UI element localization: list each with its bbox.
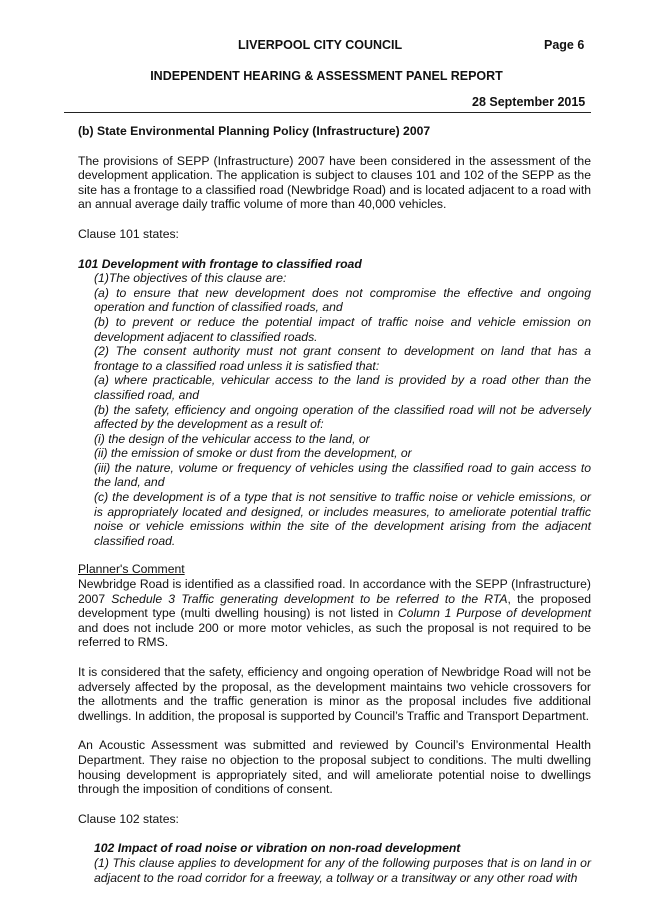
council-name: LIVERPOOL CITY COUNCIL bbox=[238, 38, 403, 52]
report-date: 28 September 2015 bbox=[472, 95, 586, 109]
report-title: INDEPENDENT HEARING & ASSESSMENT PANEL REPORT bbox=[150, 69, 503, 83]
column-reference: Column 1 Purpose of development bbox=[397, 606, 591, 621]
clause-102-line: (1) This clause applies to development for any of the following purposes that is on land in or adjacent to the road corridor for a freeway, a tollway or a transitway or any other road with bbox=[94, 855, 591, 885]
clause-101-line: (a) to ensure that new development does not compromise the effective and ongoing operation and function of classified roads, and bbox=[94, 285, 591, 315]
clause-101-text bbox=[78, 271, 591, 548]
section-heading: (b) State Environmental Planning Policy (Infrastructure) 2007 bbox=[78, 124, 431, 138]
planner-comment-paragraph-3: An Acoustic Assessment was submitted and reviewed by Council’s Environmental Health Department. They raise no objection to the proposal subject to conditions. The multi dwelling housing development is appropriately sited, and will ameliorate potential noise to dwellings through the imposition of conditions of consent. bbox=[78, 738, 591, 797]
planner-comment-label: Planner's Comment bbox=[78, 562, 185, 577]
clause-102-label: Clause 102 states: bbox=[78, 811, 179, 826]
clause-102-title: 102 Impact of road noise or vibration on non-road development bbox=[94, 841, 461, 856]
clause-101-line: (iii) the nature, volume or frequency of vehicles using the classified road to gain access to the land, and bbox=[94, 460, 591, 490]
comment-text: Newbridge Road is identified as a classified road. In accordance with the SEPP (Infrastructure) 2007 bbox=[78, 577, 591, 606]
comment-text: , the proposed development type (multi dwelling housing) is not listed in bbox=[78, 591, 592, 621]
clause-101-label: Clause 101 states: bbox=[78, 226, 179, 241]
schedule-reference: Schedule 3 Traffic generating development to be referred to the RTA bbox=[111, 591, 508, 606]
clause-101-line: (b) the safety, efficiency and ongoing operation of the classified road will not be adversely affected by the development as a result of: bbox=[94, 402, 591, 432]
intro-paragraph: The provisions of SEPP (Infrastructure) 2007 have been considered in the assessment of the development application. The application is subject to clauses 101 and 102 of the SEPP as the site has a frontage to a classified road (Newbridge Road) and is located adjacent to a road with an annual average daily traffic volume of more than 40,000 vehicles. bbox=[78, 153, 591, 212]
planner-comment-paragraph-2: It is considered that the safety, efficiency and ongoing operation of Newbridge Road will not be adversely affected by the proposal, as the development maintains two vehicle crossovers for the allotments and the traffic generation is minor as the proposal includes five additional dwellings. In addition, the proposal is supported by Council’s Traffic and Transport Department. bbox=[78, 665, 591, 723]
page-number: Page 6 bbox=[544, 38, 585, 52]
clause-101-line: (b) to prevent or reduce the potential impact of traffic noise and vehicle emission on development adjacent to classified roads. bbox=[94, 314, 591, 344]
clause-101-line: (i) the design of the vehicular access to the land, or bbox=[94, 431, 370, 446]
page-content bbox=[78, 124, 591, 885]
comment-text: and does not include 200 or more motor vehicles, as such the proposal is not required to be referred to RMS. bbox=[78, 620, 591, 650]
clause-101-line: (2) The consent authority must not grant consent to development on land that has a frontage to a classified road unless it is satisfied that: bbox=[94, 344, 591, 373]
clause-101-line: (1)The objectives of this clause are: bbox=[94, 271, 287, 286]
clause-101-title: 101 Development with frontage to classified road bbox=[78, 256, 362, 271]
planner-comment-paragraph-1 bbox=[78, 577, 591, 650]
clause-101-line: (ii) the emission of smoke or dust from the development, or bbox=[94, 446, 412, 461]
header-divider bbox=[64, 112, 591, 113]
clause-101-line: (a) where practicable, vehicular access to the land is provided by a road other than the classified road, and bbox=[94, 373, 591, 402]
clause-102-text bbox=[78, 841, 591, 885]
clause-101-line: (c) the development is of a type that is not sensitive to traffic noise or vehicle emissions, or is appropriately located and designed, or includes measures, to ameliorate potential traffic noise or vehicle emissions within the site of the development arising from the adjacent classified road. bbox=[94, 490, 591, 548]
